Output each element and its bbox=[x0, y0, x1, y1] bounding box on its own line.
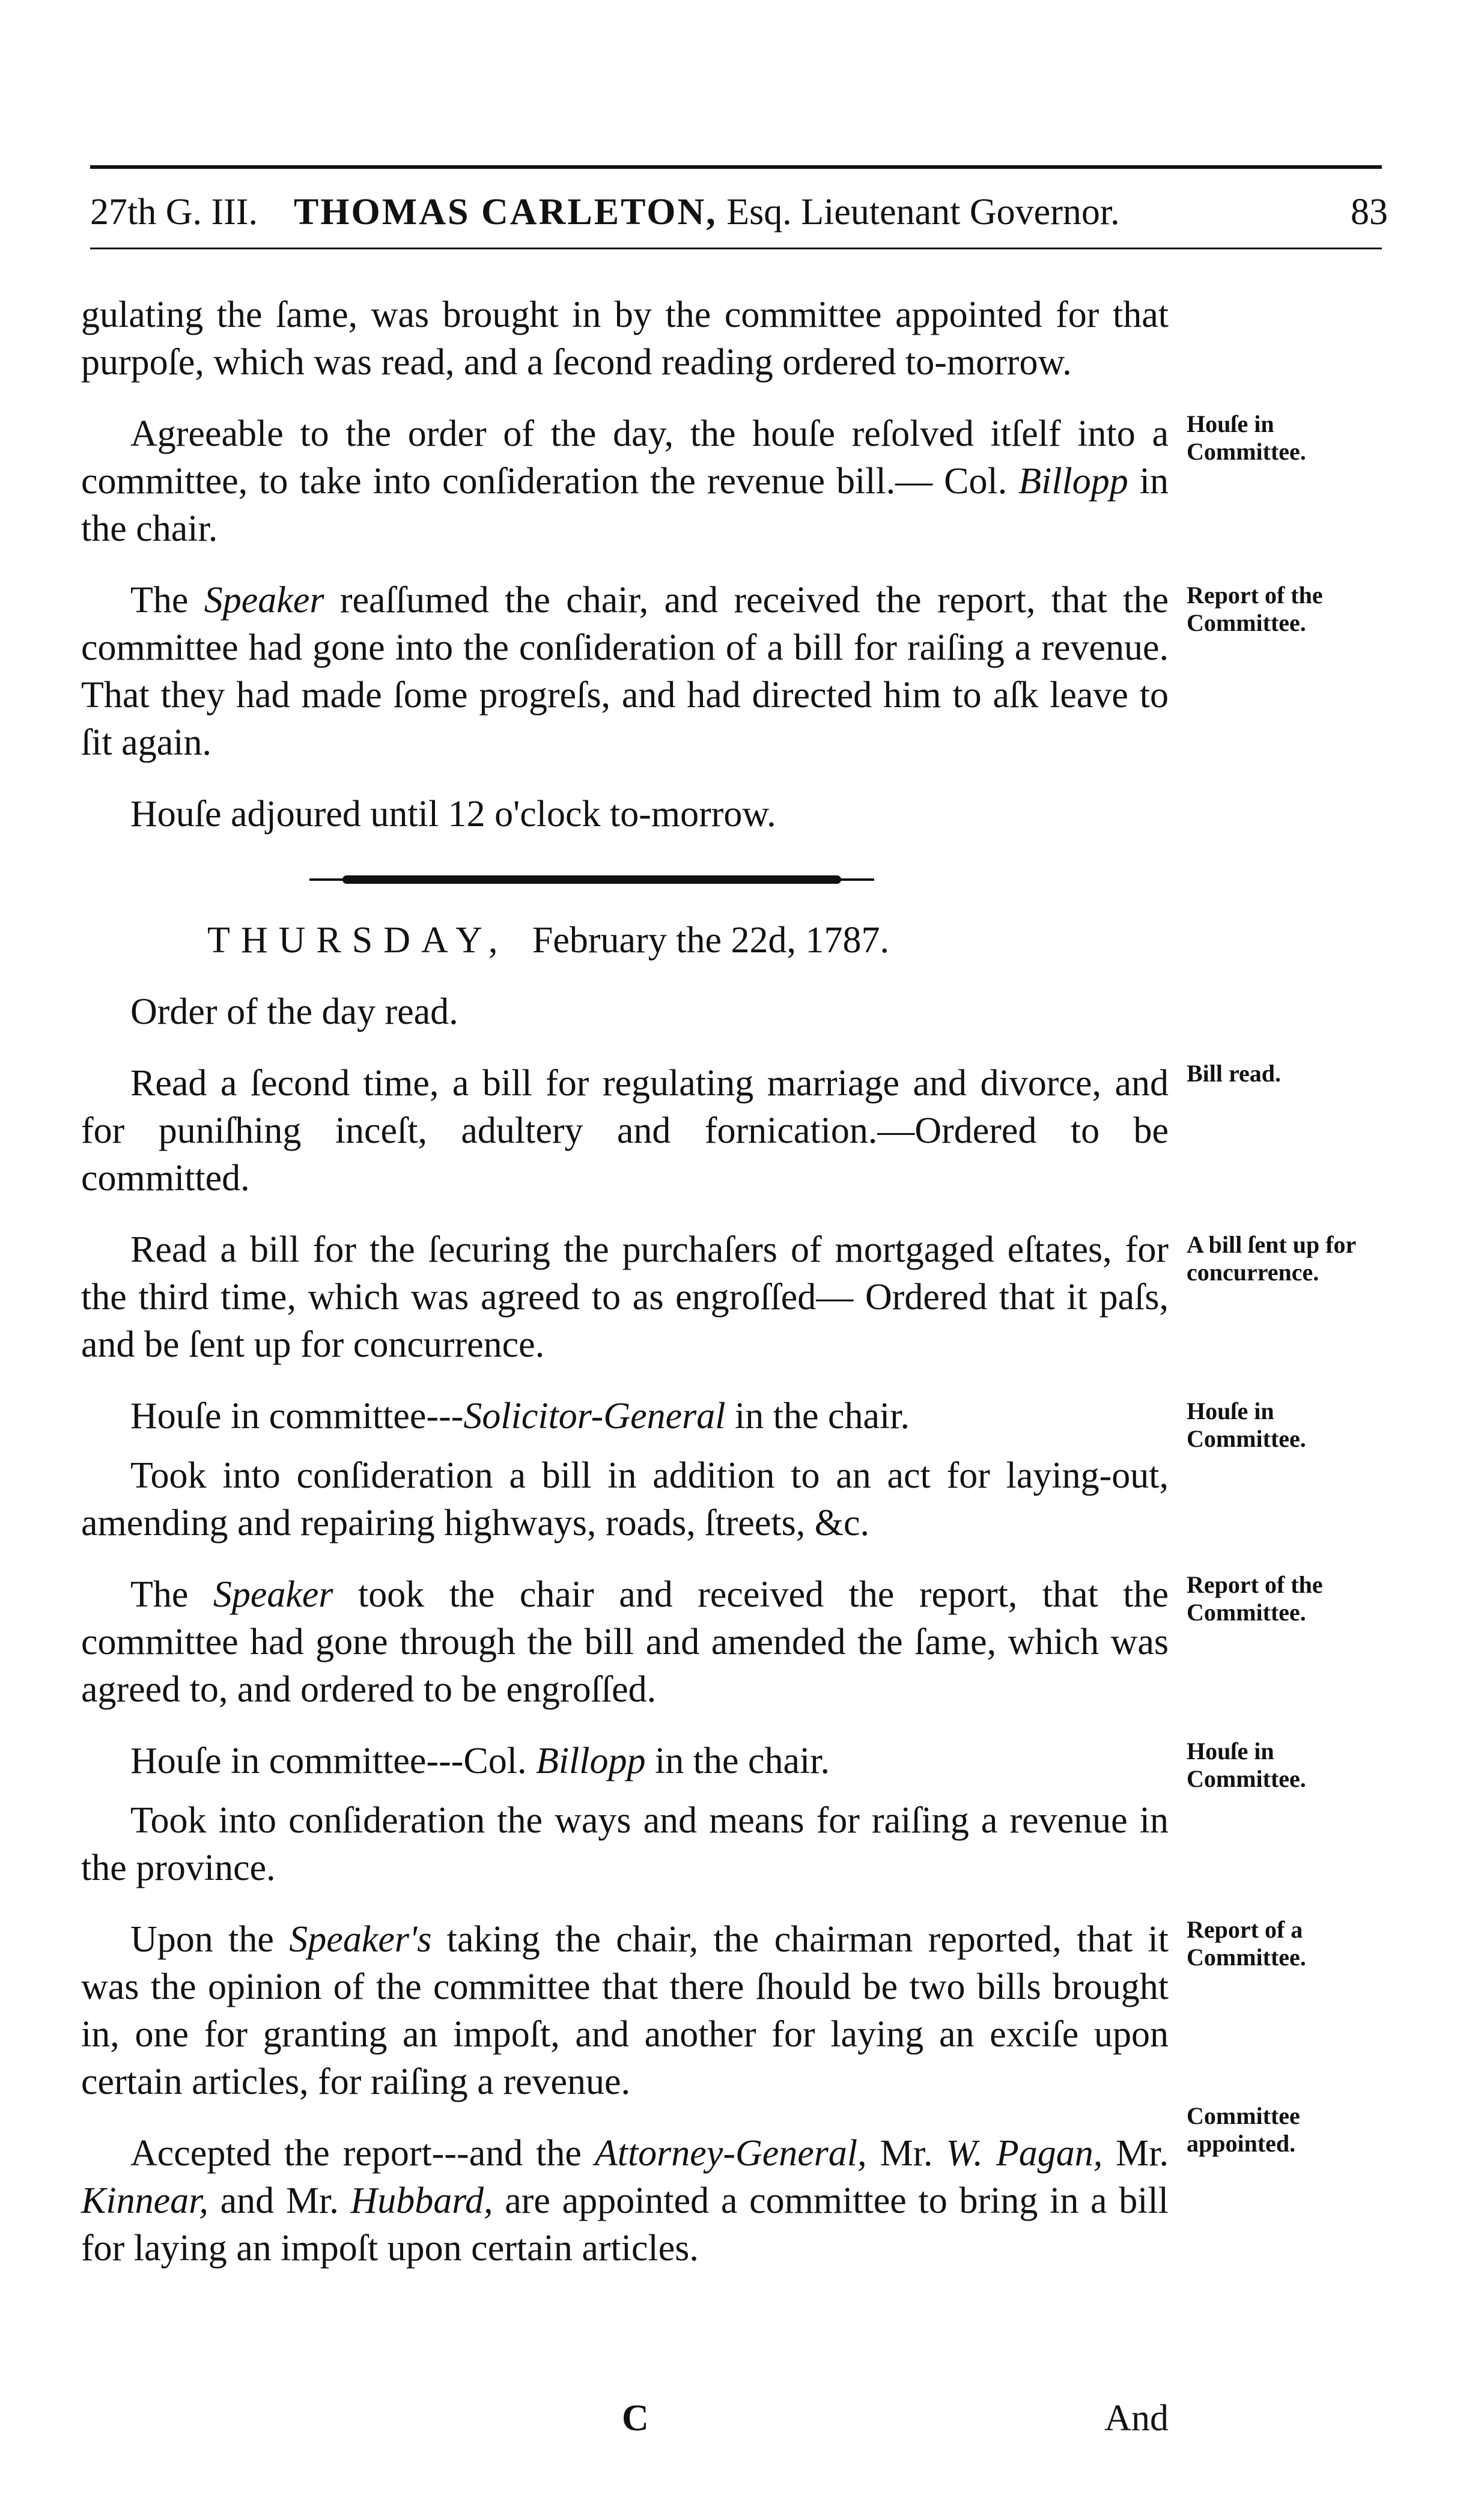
page-footer bbox=[81, 2397, 1169, 2445]
margin-note: Report of the Committee. bbox=[1187, 582, 1323, 636]
dateline bbox=[207, 916, 1169, 964]
catchword: And bbox=[1104, 2398, 1169, 2439]
running-header bbox=[90, 191, 1388, 239]
paragraph-committee-appointed: Accepted the report---and the Attorney-General, Mr. W. Pagan, Mr. Kinnear, and Mr. Hubbard, are appointed a committee to bring in a bill for laying an impoſt upon certain articles. Committee appointed. bbox=[81, 2130, 1169, 2272]
page-number: 83 bbox=[1351, 192, 1388, 233]
margin-note: Bill read. bbox=[1187, 1060, 1282, 1087]
margin-note: Report of the Committee. bbox=[1187, 1571, 1323, 1626]
dateline-date: February the 22d, 1787. bbox=[532, 920, 889, 961]
regnal-year: 27th G. III. bbox=[90, 192, 258, 233]
body-column bbox=[81, 291, 1356, 2296]
margin-note: Houſe in Committee. bbox=[1187, 1738, 1306, 1792]
paragraph-order-of-day: Order of the day read. bbox=[130, 991, 458, 1032]
signature-mark: C bbox=[622, 2398, 649, 2439]
section-divider bbox=[81, 862, 1169, 898]
header-title-group bbox=[294, 191, 1351, 234]
paragraph-adjourned: Houſe adjoured until 12 o'clock to-morrow. bbox=[130, 794, 776, 835]
header-title: THOMAS CARLETON, bbox=[293, 192, 717, 233]
header-subtitle: Esq. Lieutenant Governor. bbox=[726, 192, 1120, 233]
paragraph-ways-and-means: Took into conſideration the ways and means for raiſing a revenue in the province. bbox=[81, 1800, 1169, 1888]
dateline-day: THURSDAY, bbox=[207, 920, 509, 961]
paragraph-bill-brought-in: gulating the ſame, was brought in by the committee appointed for that purpoſe, which was read, and a ſecond reading ordered to-morrow. bbox=[81, 294, 1169, 383]
paragraph-solicitor-general: Houſe in committee---Solicitor-General in the chair. Houſe in Committee. bbox=[81, 1393, 1169, 1440]
paragraph-col-billopp: Houſe in committee---Col. Billopp in the chair. Houſe in Committee. bbox=[81, 1738, 1169, 1785]
margin-note: Houſe in Committee. bbox=[1187, 410, 1306, 465]
paragraph-chairman-reported: Upon the Speaker's taking the chair, the chairman reported, that it was the opinion of the committee that there ſhould be two bills brought in, one for granting an impoſt, and another for laying an exciſe upon certain articles, for raiſing a revenue. Report of a Committee. bbox=[81, 1916, 1169, 2106]
top-rule bbox=[90, 165, 1382, 169]
paragraph-speaker-took-chair: The Speaker took the chair and received the report, that the committee had gone through the bill and amended the ſame, which was agreed to, and ordered to be engroſſed. Report of the Committee. bbox=[81, 1571, 1169, 1714]
margin-note: A bill ſent up for concurrence. bbox=[1187, 1231, 1356, 1286]
paragraph-house-in-committee: Agreeable to the order of the day, the houſe reſolved itſelf into a committee, to take into conſideration the revenue bill.— Col. Billopp in the chair. Houſe in Committee. bbox=[81, 410, 1169, 553]
paragraph-speaker-report: The Speaker reaſſumed the chair, and received the report, that the committee had gone into the conſideration of a bill for raiſing a revenue. That they had made ſome progreſs, and had directed him to aſk leave to ſit again. Report of the Committee. bbox=[81, 577, 1169, 767]
margin-note: Report of a Committee. bbox=[1187, 1916, 1306, 1971]
header-rule bbox=[90, 248, 1382, 249]
paragraph-marriage-bill: Read a ſecond time, a bill for regulating marriage and divorce, and for puniſhing inceſt, adultery and fornication.—Ordered to be committed. Bill read. bbox=[81, 1060, 1169, 1202]
paragraph-mortgage-bill: Read a bill for the ſecuring the purchaſers of mortgaged eſtates, for the third time, which was agreed to as engroſſed— Ordered that it paſs, and be ſent up for concurrence. A bill ſent up for concurrence. bbox=[81, 1226, 1169, 1369]
margin-note: Committee appointed. bbox=[1187, 2102, 1300, 2157]
paragraph-highways-bill: Took into conſideration a bill in addition to an act for laying-out, amending and repairing highways, roads, ſtreets, &c. bbox=[81, 1455, 1169, 1544]
margin-note: Houſe in Committee. bbox=[1187, 1398, 1306, 1452]
